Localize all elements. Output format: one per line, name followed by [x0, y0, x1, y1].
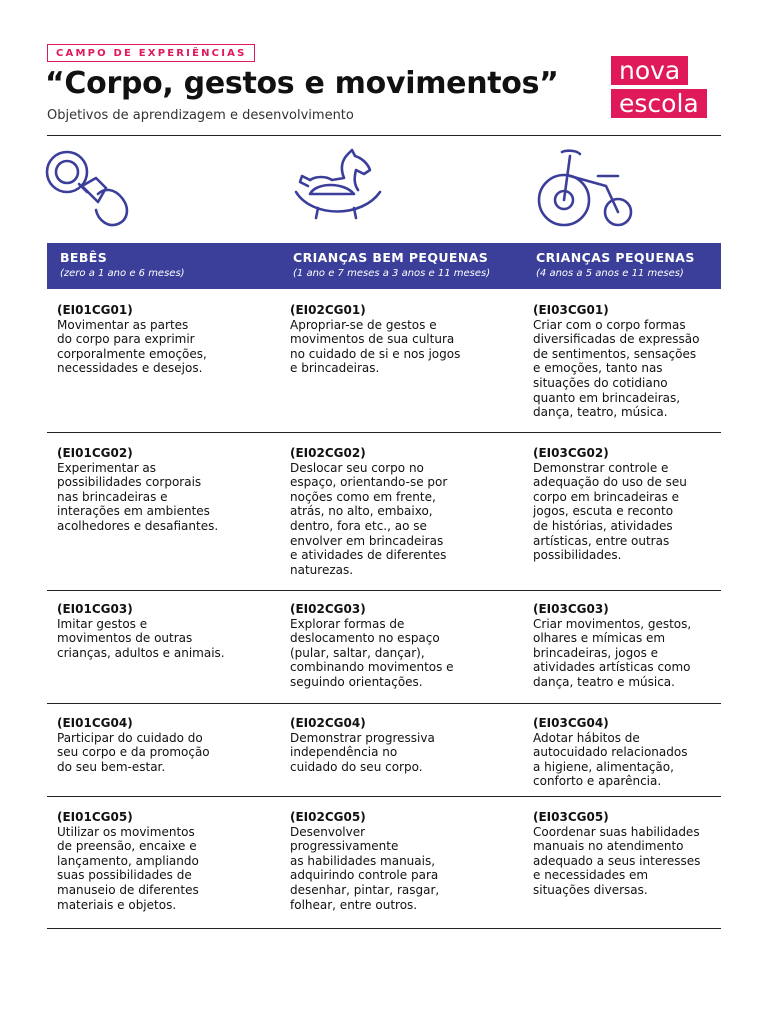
objective-text: Explorar formas de deslocamento no espaço (pular, saltar, dançar), combinando movimentos e seguindo orientações. — [290, 616, 454, 689]
objective-code: (EI02CG02) — [290, 446, 366, 460]
objective-cell — [290, 810, 525, 912]
objective-code: (EI02CG04) — [290, 716, 366, 730]
row-divider — [47, 432, 721, 433]
objective-code: (EI01CG04) — [57, 716, 133, 730]
page-subtitle: Objetivos de aprendizagem e desenvolvimento — [47, 108, 354, 123]
row-divider — [47, 796, 721, 797]
objective-text: Desenvolver progressivamente as habilidades manuais, adquirindo controle para desenhar, pintar, rasgar, folhear, entre outros. — [290, 824, 440, 912]
objective-code: (EI01CG01) — [57, 303, 133, 317]
objective-cell — [533, 810, 763, 898]
objective-text: Apropriar-se de gestos e movimentos de sua cultura no cuidado de si e nos jogos e brincadeiras. — [290, 317, 461, 376]
objective-text: Demonstrar controle e adequação do uso de seu corpo em brincadeiras e jogos, escuta e reconto de histórias, atividades artísticas, entre outras possibilidades. — [533, 460, 687, 563]
objective-text: Coordenar suas habilidades manuais no atendimento adequado a seus interesses e necessidades em situações diversas. — [533, 824, 701, 897]
logo-line-1: nova — [611, 56, 688, 85]
objective-cell — [57, 810, 282, 912]
objective-text: Demonstrar progressiva independência no cuidado do seu corpo. — [290, 730, 435, 774]
objective-code: (EI01CG05) — [57, 810, 133, 824]
column-title: CRIANÇAS PEQUENAS — [536, 250, 695, 265]
objective-text: Movimentar as partes do corpo para exprimir corporalmente emoções, necessidades e desejos. — [57, 317, 207, 376]
column-age-range: (1 ano e 7 meses a 3 anos e 11 meses) — [293, 268, 491, 279]
objective-cell — [533, 303, 763, 420]
age-group-banner — [47, 243, 721, 289]
objective-code: (EI03CG03) — [533, 602, 609, 616]
column-age-range: (zero a 1 ano e 6 meses) — [60, 268, 185, 279]
column-age-range: (4 anos a 5 anos e 11 meses) — [536, 268, 684, 279]
objective-code: (EI03CG02) — [533, 446, 609, 460]
objective-cell — [533, 716, 763, 789]
row-divider — [47, 928, 721, 929]
campo-tag: CAMPO DE EXPERIÊNCIAS — [47, 44, 255, 62]
objective-cell — [533, 602, 763, 690]
pacifier-icon — [44, 148, 134, 230]
rocking-horse-icon — [292, 148, 384, 228]
objective-cell — [57, 446, 282, 534]
objective-code: (EI03CG01) — [533, 303, 609, 317]
objective-text: Criar com o corpo formas diversificadas de expressão de sentimentos, sensações e emoções, tanto nas situações do cotidiano quanto em brincadeiras, dança, teatro, música. — [533, 317, 700, 420]
objective-code: (EI01CG02) — [57, 446, 133, 460]
objective-cell — [533, 446, 763, 563]
objective-text: Deslocar seu corpo no espaço, orientando-se por noções como em frente, atrás, no alto, embaixo, dentro, fora etc., ao se envolver em brincadeiras e atividades de diferentes naturezas. — [290, 460, 448, 577]
objective-cell — [57, 602, 282, 660]
objective-text: Criar movimentos, gestos, olhares e mímicas em brincadeiras, jogos e atividades artísticas como dança, teatro e música. — [533, 616, 692, 689]
objective-cell — [57, 716, 282, 774]
objective-cell — [290, 446, 525, 577]
column-title: BEBÊS — [60, 250, 108, 265]
column-header-criancas-bem-pequenas — [293, 250, 490, 279]
tricycle-icon — [536, 146, 634, 228]
objective-cell — [290, 716, 525, 774]
page-title: “Corpo, gestos e movimentos” — [45, 66, 559, 101]
objective-text: Utilizar os movimentos de preensão, encaixe e lançamento, ampliando suas possibilidades de manuseio de diferentes materiais e objetos. — [57, 824, 199, 912]
objective-text: Participar do cuidado do seu corpo e da promoção do seu bem-estar. — [57, 730, 210, 774]
objective-code: (EI03CG04) — [533, 716, 609, 730]
logo-line-2: escola — [611, 89, 707, 118]
objective-code: (EI02CG05) — [290, 810, 366, 824]
objective-text: Adotar hábitos de autocuidado relacionados a higiene, alimentação, conforto e aparência. — [533, 730, 688, 789]
header-divider — [47, 135, 721, 136]
objective-cell — [290, 303, 525, 376]
objective-text: Experimentar as possibilidades corporais nas brincadeiras e interações em ambientes acolhedores e desafiantes. — [57, 460, 219, 533]
objective-code: (EI01CG03) — [57, 602, 133, 616]
objective-code: (EI02CG03) — [290, 602, 366, 616]
objective-text: Imitar gestos e movimentos de outras crianças, adultos e animais. — [57, 616, 225, 660]
column-header-bebes — [60, 250, 185, 279]
objective-cell — [57, 303, 282, 376]
column-header-criancas-pequenas — [536, 250, 695, 279]
row-divider — [47, 703, 721, 704]
row-divider — [47, 590, 721, 591]
nova-escola-logo — [611, 56, 721, 118]
column-title: CRIANÇAS BEM PEQUENAS — [293, 250, 489, 265]
objective-code: (EI03CG05) — [533, 810, 609, 824]
objective-code: (EI02CG01) — [290, 303, 366, 317]
objective-cell — [290, 602, 525, 690]
